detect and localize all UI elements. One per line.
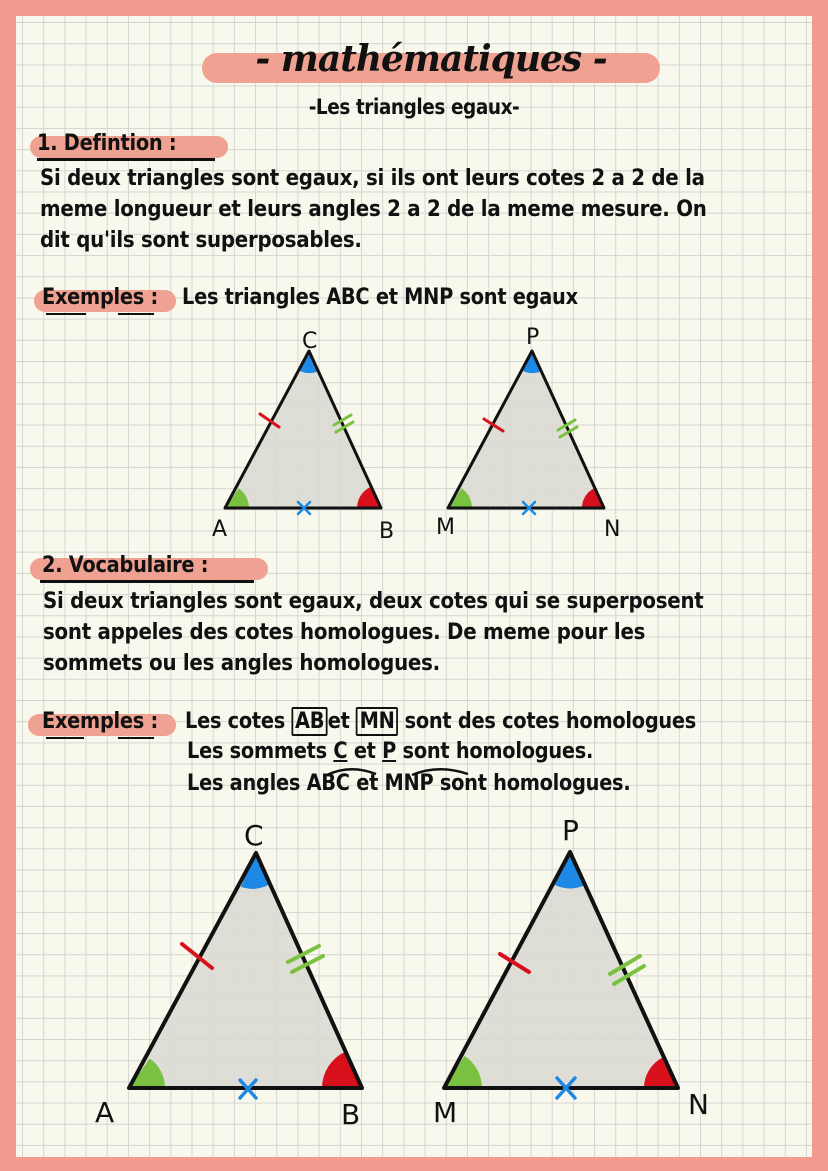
section1-example-label: Exemples : xyxy=(42,285,159,310)
section2-heading: 2. Vocabulaire : xyxy=(42,553,209,578)
section2-example-label: Exemples : xyxy=(42,709,159,734)
vertex-label-A: A xyxy=(212,517,228,542)
vertex-C: C xyxy=(333,739,348,764)
section1-heading: 1. Defintion : xyxy=(37,131,177,156)
vertex-label-A-large: A xyxy=(95,1096,115,1129)
section1-line-1: Si deux triangles sont egaux, si ils ont leurs cotes 2 a 2 de la xyxy=(40,165,705,191)
section1-example-text: Les triangles ABC et MNP sont egaux xyxy=(182,285,578,310)
section1-line-2: meme longueur et leurs angles 2 a 2 de la meme mesure. On xyxy=(40,196,707,222)
angle-MNP: MNP xyxy=(384,771,434,796)
section2-line-1: Si deux triangles sont egaux, deux cotes qui se superposent xyxy=(43,588,704,614)
large-triangle-MNP xyxy=(433,814,709,1129)
vertex-label-N: N xyxy=(604,517,621,542)
angle-hat-MNP xyxy=(412,769,468,775)
small-triangle-MNP xyxy=(436,325,620,542)
vertex-label-C-large: C xyxy=(244,819,264,852)
small-triangle-ABC xyxy=(212,329,394,544)
section2-example-line-1: Les cotes AB et MN sont des cotes homologues xyxy=(185,709,697,734)
vertex-label-M: M xyxy=(436,515,455,540)
vertex-label-B-large: B xyxy=(341,1098,361,1131)
segment-AB: AB xyxy=(292,707,328,736)
page-subtitle: -Les triangles egaux- xyxy=(308,95,520,119)
vertex-label-M-large: M xyxy=(433,1096,458,1129)
section2-example-line-2: Les sommets C et P sont homologues. xyxy=(187,739,594,764)
vertex-label-B: B xyxy=(379,519,395,544)
segment-MN: MN xyxy=(356,707,398,736)
vertex-label-P-large: P xyxy=(562,814,579,847)
angle-ABC: ABC xyxy=(306,771,350,796)
section2-line-3: sommets ou les angles homologues. xyxy=(43,650,440,676)
section2-example-line-3: Les angles ABC et MNP sont homologues. xyxy=(187,771,631,796)
angle-hat-ABC xyxy=(327,769,376,775)
page-title: - mathématiques - xyxy=(255,38,607,80)
vertex-label-N-large: N xyxy=(688,1088,709,1121)
large-triangle-ABC xyxy=(95,819,362,1131)
vertex-P: P xyxy=(382,739,397,764)
section2-line-2: sont appeles des cotes homologues. De meme pour les xyxy=(43,619,646,645)
section1-line-3: dit qu'ils sont superposables. xyxy=(40,227,362,253)
vertex-label-C: C xyxy=(302,329,318,354)
vertex-label-P: P xyxy=(526,325,540,350)
